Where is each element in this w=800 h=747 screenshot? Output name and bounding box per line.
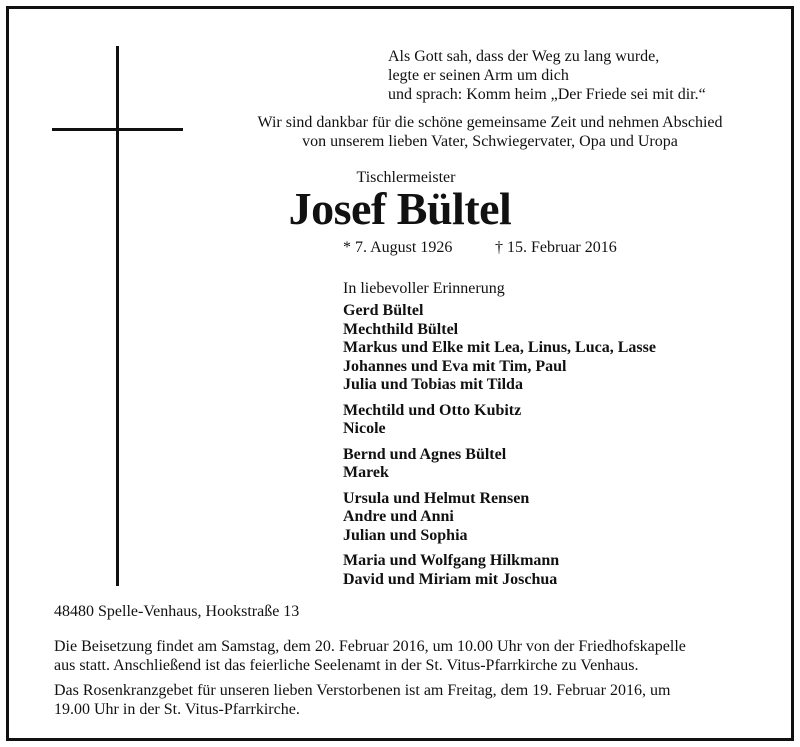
cross-icon-vertical: [116, 46, 119, 586]
mourner: Markus und Elke mit Lea, Linus, Luca, Lasse: [343, 339, 656, 356]
life-dates: [343, 238, 617, 257]
family-group: [343, 402, 656, 439]
mourner: Mechthild Bültel: [343, 320, 459, 338]
family-group: [343, 490, 656, 546]
poem-line: legte er seinen Arm um dich: [388, 67, 569, 84]
mourners-list: [343, 302, 656, 596]
rosary-line: Das Rosenkranzgebet für unseren lieben Verstorbenen ist am Freitag, dem 19. Februar 2016, um: [54, 682, 671, 699]
funeral-line: aus statt. Anschließend ist das feierliche Seelenamt in der St. Vitus-Pfarrkirche zu Venhaus.: [54, 657, 639, 674]
mourner: Marek: [343, 464, 389, 481]
poem-line: und sprach: Komm heim „Der Friede sei mit dir.“: [388, 86, 706, 103]
mourner: Gerd Bültel: [343, 302, 424, 319]
poem-line: Als Gott sah, dass der Weg zu lang wurde,: [388, 48, 660, 65]
family-group: [343, 446, 656, 483]
cross-icon-horizontal: [52, 128, 183, 131]
funeral-line: Die Beisetzung findet am Samstag, dem 20. Februar 2016, um 10.00 Uhr von der Friedhofskapelle: [54, 638, 686, 655]
deceased-name: Josef Bültel: [288, 183, 512, 234]
mourner: David und Miriam mit Joschua: [343, 570, 558, 588]
birth-date: * 7. August 1926: [343, 239, 453, 256]
address: 48480 Spelle-Venhaus, Hookstraße 13: [54, 603, 300, 620]
mourner: Maria und Wolfgang Hilkmann: [343, 552, 560, 569]
rosary-line: 19.00 Uhr in der St. Vitus-Pfarrkirche.: [54, 701, 300, 718]
memory-heading: In liebevoller Erinnerung: [343, 280, 505, 297]
rosary-notice: [54, 681, 754, 719]
mourner: Julian und Sophia: [343, 526, 468, 544]
mourner: Mechtild und Otto Kubitz: [343, 401, 522, 419]
profession: Tischlermeister: [356, 169, 456, 186]
mourner: Julia und Tobias mit Tilda: [343, 376, 523, 393]
family-group: [343, 302, 656, 395]
mourner: Nicole: [343, 420, 386, 437]
poem: [388, 47, 706, 104]
mourner: Andre und Anni: [343, 508, 454, 525]
death-date: † 15. Februar 2016: [495, 239, 617, 256]
intro-line: von unserem lieben Vater, Schwiegervater, Opa und Uropa: [302, 133, 678, 150]
funeral-notice: [54, 637, 754, 675]
obituary-frame: [6, 6, 794, 741]
mourner: Ursula und Helmut Rensen: [343, 489, 530, 507]
family-group: [343, 552, 656, 589]
intro-line: Wir sind dankbar für die schöne gemeinsame Zeit und nehmen Abschied: [257, 114, 723, 131]
mourner: Bernd und Agnes Bültel: [343, 445, 507, 463]
mourner: Johannes und Eva mit Tim, Paul: [343, 357, 567, 375]
intro-text: [220, 113, 760, 151]
